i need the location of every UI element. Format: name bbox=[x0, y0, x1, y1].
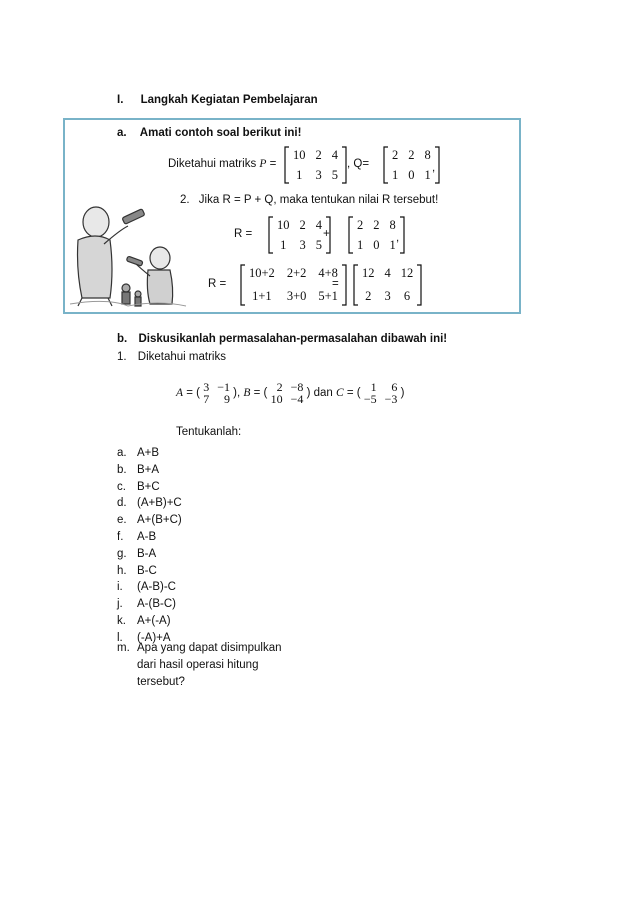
task-text: (A-B)-C bbox=[137, 581, 176, 594]
matrix-b: 2 −8 10 −4 bbox=[270, 380, 304, 406]
given-line: Diketahui matriks P = bbox=[168, 158, 277, 170]
matrix-p-copy: 10 2 4 1 3 5 bbox=[268, 216, 331, 254]
list-marker: k. bbox=[117, 615, 126, 627]
abc-matrices: A = ( 3 −1 7 9 ), B = ( 2 −8 10 −4 ) dan C = ( 1 6 −5 −3 ) bbox=[176, 380, 405, 406]
list-marker: e. bbox=[117, 514, 127, 527]
task-text: A-B bbox=[137, 531, 157, 543]
list-marker: b. bbox=[117, 463, 127, 476]
list-item bbox=[117, 598, 176, 610]
right-bracket-icon bbox=[399, 216, 405, 254]
matrix-c: 1 6 −5 −3 bbox=[363, 380, 398, 406]
matrix-a: 3 −1 7 9 bbox=[203, 380, 230, 406]
task-text: A+B bbox=[137, 447, 160, 459]
list-item bbox=[117, 497, 182, 509]
task-text: A-(B-C) bbox=[137, 598, 176, 611]
list-item bbox=[117, 531, 156, 543]
list-item bbox=[117, 514, 182, 526]
task-text: (A+B)+C bbox=[137, 497, 182, 510]
q-separator: , Q= bbox=[347, 158, 370, 170]
comma: , bbox=[432, 162, 436, 174]
task-text: (-A)+A bbox=[137, 631, 171, 644]
task-text: B-A bbox=[137, 547, 157, 560]
matrix-p: 10 2 4 1 3 5 bbox=[284, 146, 347, 184]
list-item bbox=[117, 447, 159, 459]
list-item bbox=[117, 481, 160, 493]
list-item bbox=[117, 548, 156, 560]
item-1: 1. Diketahui matriks bbox=[117, 351, 226, 363]
list-item bbox=[117, 615, 171, 627]
matrix-result: 12 4 12 2 3 6 bbox=[353, 264, 422, 306]
r-label: R = bbox=[208, 278, 227, 290]
list-item bbox=[117, 464, 159, 476]
task-text: B+C bbox=[137, 480, 160, 493]
step-2: 2. Jika R = P + Q, maka tentukan nilai R tersebut! bbox=[180, 194, 439, 206]
list-marker: d. bbox=[117, 497, 127, 510]
list-item bbox=[117, 565, 157, 577]
comma: , bbox=[396, 232, 400, 244]
list-marker: l. bbox=[117, 631, 123, 644]
list-item bbox=[117, 581, 176, 593]
part-b-heading: b. Diskusikanlah permasalahan-permasalahan dibawah ini! bbox=[117, 333, 448, 345]
task-text: A+(B+C) bbox=[137, 514, 182, 527]
cartoon-illustration bbox=[68, 200, 188, 310]
task-text: B-C bbox=[137, 564, 157, 577]
tentukan-label: Tentukanlah: bbox=[176, 426, 242, 438]
matrix-q: 2 2 8 1 0 1 bbox=[383, 146, 440, 184]
section-title: I. Langkah Kegiatan Pembelajaran bbox=[117, 94, 318, 106]
list-marker: h. bbox=[117, 564, 127, 577]
equals-sign: = bbox=[332, 278, 339, 290]
matrix-sum: 10+2 2+2 4+8 1+1 3+0 5+1 bbox=[240, 264, 347, 306]
plus-sign: + bbox=[323, 228, 330, 240]
right-bracket-icon bbox=[416, 264, 422, 306]
list-marker: f. bbox=[117, 531, 124, 543]
r-label: R = bbox=[234, 228, 253, 240]
list-marker: g. bbox=[117, 547, 127, 560]
list-marker: c. bbox=[117, 480, 126, 493]
list-marker: a. bbox=[117, 447, 127, 459]
matrix-q-copy: 2 2 8 1 0 1 bbox=[348, 216, 405, 254]
task-text: A+(-A) bbox=[137, 615, 171, 627]
right-bracket-icon bbox=[341, 264, 347, 306]
part-a-heading: a. Amati contoh soal berikut ini! bbox=[117, 127, 302, 139]
task-text: B+A bbox=[137, 463, 160, 476]
list-marker: j. bbox=[117, 598, 123, 611]
list-item: m. Apa yang dapat disimpulkan dari hasil operasi hitung tersebut? bbox=[117, 642, 282, 688]
list-marker: i. bbox=[117, 581, 123, 594]
